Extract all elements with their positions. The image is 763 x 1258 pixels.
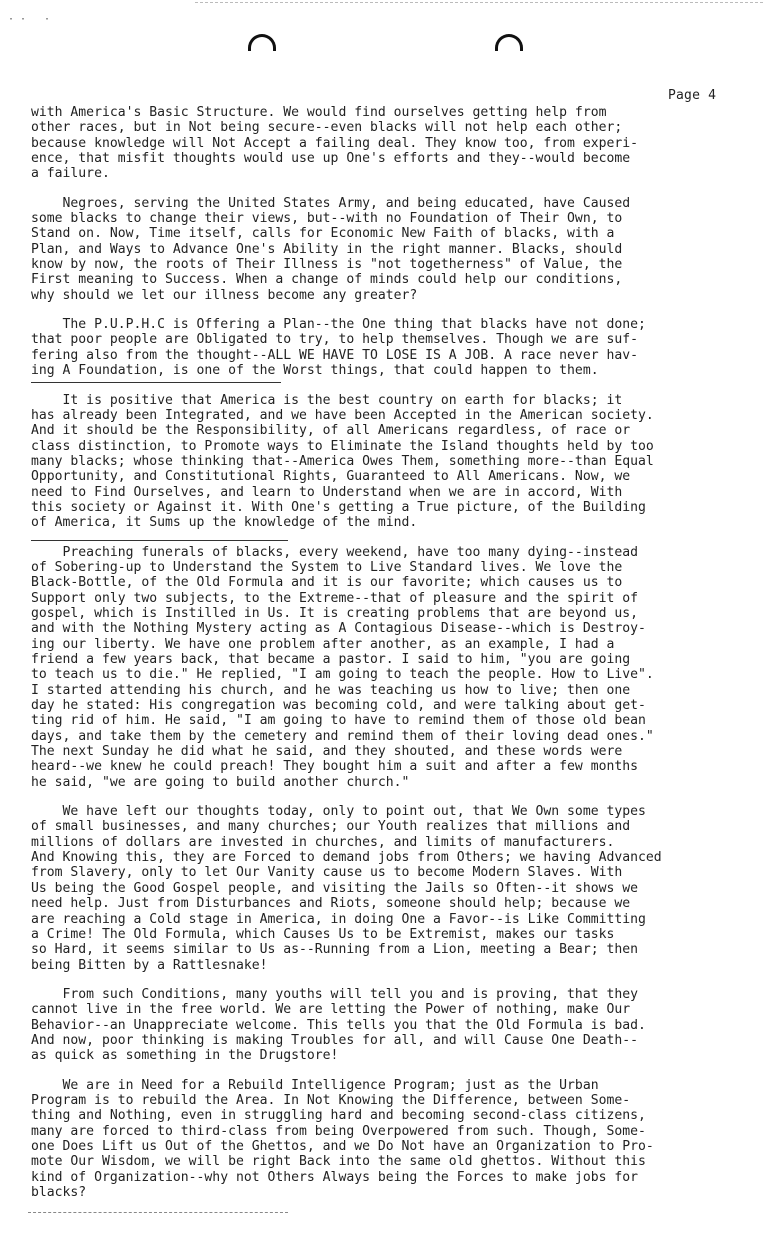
text-line: because knowledge will Not Accept a failing deal. They know too, from experi- <box>31 135 638 151</box>
text-line: has already been Integrated, and we have been Accepted in the American society. <box>31 407 654 423</box>
text-line: friend a few years back, that became a pastor. I said to him, "you are going <box>31 652 631 667</box>
text-line: so Hard, it seems similar to Us as--Running from a Lion, meeting a Bear; then <box>31 942 638 958</box>
text-line: And it should be the Responsibility, of all Americans regardless, of race or <box>31 423 631 439</box>
text-line: cannot live in the free world. We are letting the Power of nothing, make Our <box>31 1002 631 1018</box>
text-line: I started attending his church, and he was teaching us how to live; then one <box>31 682 631 698</box>
text-line: that poor people are Obligated to try, to help themselves. Though we are suf- <box>31 332 638 348</box>
document-body <box>31 105 749 1200</box>
text-line: and with the Nothing Mystery acting as A Contagious Disease--which is Destroy- <box>31 621 646 637</box>
paragraph-2 <box>31 196 749 303</box>
text-line: fering also from the thought--ALL WE HAVE TO LOSE IS A JOB. A race never hav- <box>31 347 638 363</box>
text-line: From such Conditions, many youths will tell you and is proving, that they <box>31 986 638 1002</box>
text-line: class distinction, to Promote ways to Eliminate the Island thoughts held by too <box>31 438 654 454</box>
text-line: being Bitten by a Rattlesnake! <box>31 957 268 973</box>
text-line: with America's Basic Structure. We would find ourselves getting help from <box>31 105 607 120</box>
text-line: We have left our thoughts today, only to point out, that We Own some types <box>31 804 646 820</box>
text-line: this society or Against it. With One's getting a True picture, of the Building <box>31 499 646 515</box>
text-line: of America, it Sums up the knowledge of the mind. <box>31 515 418 531</box>
text-line: mote Our Wisdom, we will be right Back into the same old ghettos. Without this <box>31 1154 646 1170</box>
text-line: It is positive that America is the best country on earth for blacks; it <box>31 392 623 408</box>
underline-rule <box>31 382 281 383</box>
text-line: Us being the Good Gospel people, and visiting the Jails so Often--it shows we <box>31 880 638 896</box>
text-line: Program is to rebuild the Area. In Not Knowing the Difference, between Some- <box>31 1092 631 1108</box>
text-line: need to Find Ourselves, and learn to Understand when we are in accord, With <box>31 484 623 500</box>
text-line: of Sobering-up to Understand the System to Live Standard lives. We love the <box>31 559 623 575</box>
text-line: The next Sunday he did what he said, and they shouted, and these words were <box>31 744 623 760</box>
text-line: Behavior--an Unappreciate welcome. This tells you that the Old Formula is bad. <box>31 1017 646 1033</box>
text-line: gospel, which is Instilled in Us. It is creating problems that are beyond us, <box>31 605 638 621</box>
text-line: Support only two subjects, to the Extreme--that of pleasure and the spirit of <box>31 590 638 606</box>
text-line: ting rid of him. He said, "I am going to have to remind them of those old bean <box>31 713 646 729</box>
paragraph-7 <box>31 987 749 1064</box>
text-line: to teach us to die." He replied, "I am going to teach the people. How to Live". <box>31 667 654 683</box>
scan-specks: ·· · <box>8 14 57 25</box>
text-line: ing A Foundation, is one of the Worst things, that could happen to them. <box>31 363 599 379</box>
text-line: We are in Need for a Rebuild Intelligence Program; just as the Urban <box>31 1077 599 1093</box>
text-line: Preaching funerals of blacks, every weekend, have too many dying--instead <box>31 544 638 560</box>
text-line: other races, but in Not being secure--even blacks will not help each other; <box>31 120 623 136</box>
text-line: he said, "we are going to build another church." <box>31 774 410 790</box>
text-line: as quick as something in the Drugstore! <box>31 1048 339 1064</box>
text-line: And Knowing this, they are Forced to demand jobs from Others; we having Advanced <box>31 850 662 866</box>
paragraph-3 <box>31 317 749 378</box>
text-line: many are forced to third-class from being Overpowered from such. Though, Some- <box>31 1123 646 1139</box>
page-edge-bottom <box>28 1212 288 1213</box>
text-line: some blacks to change their views, but--with no Foundation of Their Own, to <box>31 211 623 227</box>
paragraph-6 <box>31 804 749 973</box>
text-line: of small businesses, and many churches; our Youth realizes that millions and <box>31 819 631 835</box>
text-line: thing and Nothing, even in struggling hard and becoming second-class citizens, <box>31 1108 646 1124</box>
text-line: a Crime! The Old Formula, which Causes Us to be Extremist, makes our tasks <box>31 926 615 942</box>
text-line: First meaning to Success. When a change of minds could help our conditions, <box>31 272 623 288</box>
text-line: Opportunity, and Constitutional Rights, Guaranteed to All Americans. Now, we <box>31 469 631 485</box>
text-line: day he stated: His congregation was becoming cold, and were talking about get- <box>31 698 646 714</box>
text-line: The P.U.P.H.C is Offering a Plan--the One thing that blacks have not done; <box>31 317 646 333</box>
underline-rule <box>31 540 288 541</box>
text-line: one Does Lift us Out of the Ghettos, and we Do Not have an Organization to Pro- <box>31 1138 654 1154</box>
paragraph-4 <box>31 393 749 531</box>
text-line: blacks? <box>31 1185 87 1200</box>
page-number: Page 4 <box>668 88 717 103</box>
paragraph-1 <box>31 105 749 182</box>
text-line: Plan, and Ways to Advance One's Ability in the right manner. Blacks, should <box>31 241 623 257</box>
text-line: heard--we knew he could preach! They bought him a suit and after a few months <box>31 759 638 775</box>
text-line: millions of dollars are invested in churches, and limits of manufacturers. <box>31 834 615 850</box>
paragraph-5 <box>31 545 749 791</box>
binder-hole-right-icon <box>495 34 523 51</box>
text-line: ence, that misfit thoughts would use up One's efforts and they--would become <box>31 151 631 167</box>
paragraph-8 <box>31 1078 749 1201</box>
binder-hole-left-icon <box>248 34 276 51</box>
text-line: many blacks; whose thinking that--America Owes Them, something more--than Equal <box>31 453 654 469</box>
text-line: are reaching a Cold stage in America, in doing One a Favor--is Like Committing <box>31 911 646 927</box>
text-line: Negroes, serving the United States Army, and being educated, have Caused <box>31 195 631 211</box>
page-edge-top <box>195 2 763 3</box>
text-line: Black-Bottle, of the Old Formula and it is our favorite; which causes us to <box>31 575 623 591</box>
text-line: from Slavery, only to let Our Vanity cause us to become Modern Slaves. With <box>31 865 623 881</box>
text-line: a failure. <box>31 166 110 182</box>
text-line: why should we let our illness become any greater? <box>31 287 418 303</box>
text-line: ing our liberty. We have one problem after another, as an example, I had a <box>31 636 615 652</box>
text-line: need help. Just from Disturbances and Riots, someone should help; because we <box>31 896 631 912</box>
text-line: days, and take them by the cemetery and remind them of their loving dead ones." <box>31 728 654 744</box>
text-line: And now, poor thinking is making Troubles for all, and will Cause One Death-- <box>31 1032 638 1048</box>
text-line: Stand on. Now, Time itself, calls for Economic New Faith of blacks, with a <box>31 226 615 242</box>
text-line: know by now, the roots of Their Illness is "not togetherness" of Value, the <box>31 257 623 273</box>
text-line: kind of Organization--why not Others Always being the Forces to make jobs for <box>31 1169 638 1185</box>
